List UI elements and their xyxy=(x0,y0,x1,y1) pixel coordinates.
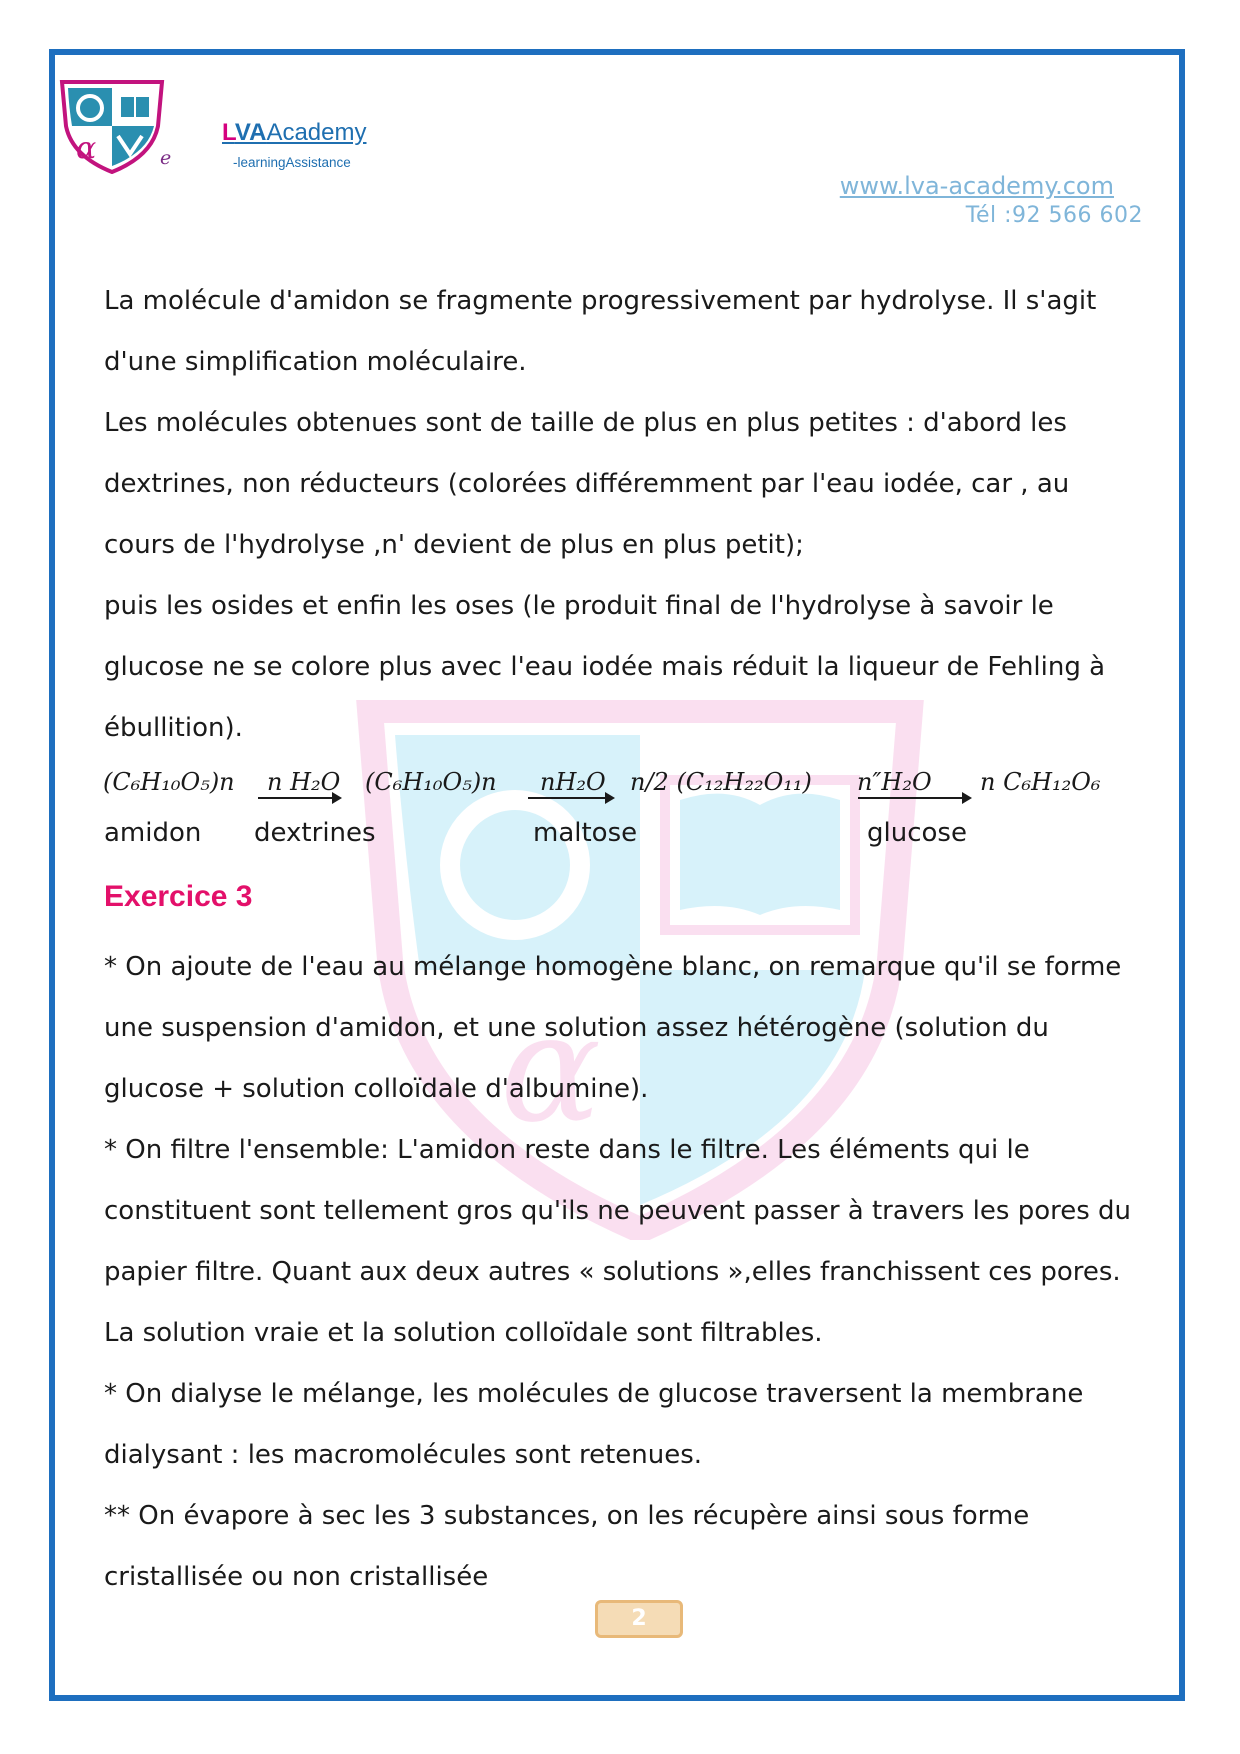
exercise-line: * On ajoute de l'eau au mélange homogène blanc, on remarque qu'il se forme xyxy=(104,952,1122,982)
compound-name: maltose xyxy=(533,818,638,848)
intro-line: Les molécules obtenues sont de taille de plus en plus petites : d'abord les xyxy=(104,408,1067,438)
svg-text:α: α xyxy=(76,131,97,166)
brand-va: VA xyxy=(234,119,267,146)
exercise-line: constituent sont tellement gros qu'ils ne peuvent passer à travers les pores du xyxy=(104,1196,1132,1226)
exercise-line: papier filtre. Quant aux deux autres « solutions »,elles franchissent ces pores. xyxy=(104,1257,1121,1287)
intro-line: puis les osides et enfin les oses (le produit final de l'hydrolyse à savoir le xyxy=(104,591,1054,621)
website-link[interactable]: www.lva-academy.com xyxy=(839,172,1114,200)
intro-line: glucose ne se colore plus avec l'eau iodée mais réduit la liqueur de Fehling à xyxy=(104,652,1106,682)
intro-line: d'une simplification moléculaire. xyxy=(104,347,527,377)
compound-name: dextrines xyxy=(254,818,376,848)
reaction-arrow xyxy=(528,797,613,799)
compound-name: amidon xyxy=(104,818,202,848)
exercise-title: Exercice 3 xyxy=(104,880,253,913)
equation-reagent: nH₂O xyxy=(540,768,606,796)
academy-logo-icon xyxy=(58,78,166,174)
exercise-line: glucose + solution colloïdale d'albumine). xyxy=(104,1074,649,1104)
brand-l: L xyxy=(222,119,235,146)
logo-letter: e xyxy=(160,147,172,169)
exercise-paragraph xyxy=(104,937,1174,1608)
reaction-arrow xyxy=(258,797,340,799)
brand-academy: Academy xyxy=(266,119,367,146)
exercise-line: une suspension d'amidon, et une solution assez hétérogène (solution du xyxy=(104,1013,1049,1043)
intro-line: dextrines, non réducteurs (colorées différemment par l'eau iodée, car , au xyxy=(104,469,1070,499)
exercise-line: * On filtre l'ensemble: L'amidon reste dans le filtre. Les éléments qui le xyxy=(104,1135,1030,1165)
exercise-line: ** On évapore à sec les 3 substances, on les récupère ainsi sous forme xyxy=(104,1501,1030,1531)
exercise-line: La solution vraie et la solution colloïdale sont filtrables. xyxy=(104,1318,823,1348)
intro-paragraph xyxy=(104,271,1174,759)
brand-name xyxy=(222,119,367,147)
intro-line: cours de l'hydrolyse ,n' devient de plus en plus petit); xyxy=(104,530,804,560)
equation-term: (C₆H₁₀O₅)n xyxy=(365,768,497,796)
equation-term: (C₆H₁₀O₅)n xyxy=(103,768,235,796)
exercise-line: * On dialyse le mélange, les molécules de glucose traversent la membrane xyxy=(104,1379,1084,1409)
equation-reagent: n″H₂O xyxy=(857,768,932,796)
intro-line: La molécule d'amidon se fragmente progressivement par hydrolyse. Il s'agit xyxy=(104,286,1097,316)
hydrolysis-equation xyxy=(0,762,1240,802)
equation-term: n/2 (C₁₂H₂₂O₁₁) xyxy=(630,768,812,796)
equation-labels xyxy=(0,818,1240,858)
equation-term: n C₆H₁₂O₆ xyxy=(980,768,1101,796)
intro-line: ébullition). xyxy=(104,713,243,743)
reaction-arrow xyxy=(858,797,970,799)
equation-reagent: n H₂O xyxy=(267,768,341,796)
exercise-line: dialysant : les macromolécules sont retenues. xyxy=(104,1440,703,1470)
exercise-line: cristallisée ou non cristallisée xyxy=(104,1562,489,1592)
compound-name: glucose xyxy=(867,818,967,848)
page-number: 2 xyxy=(595,1600,683,1638)
phone-number: Tél :92 566 602 xyxy=(965,203,1143,228)
brand-tagline: -learningAssistance xyxy=(233,155,351,170)
svg-text:α: α xyxy=(500,982,602,1156)
